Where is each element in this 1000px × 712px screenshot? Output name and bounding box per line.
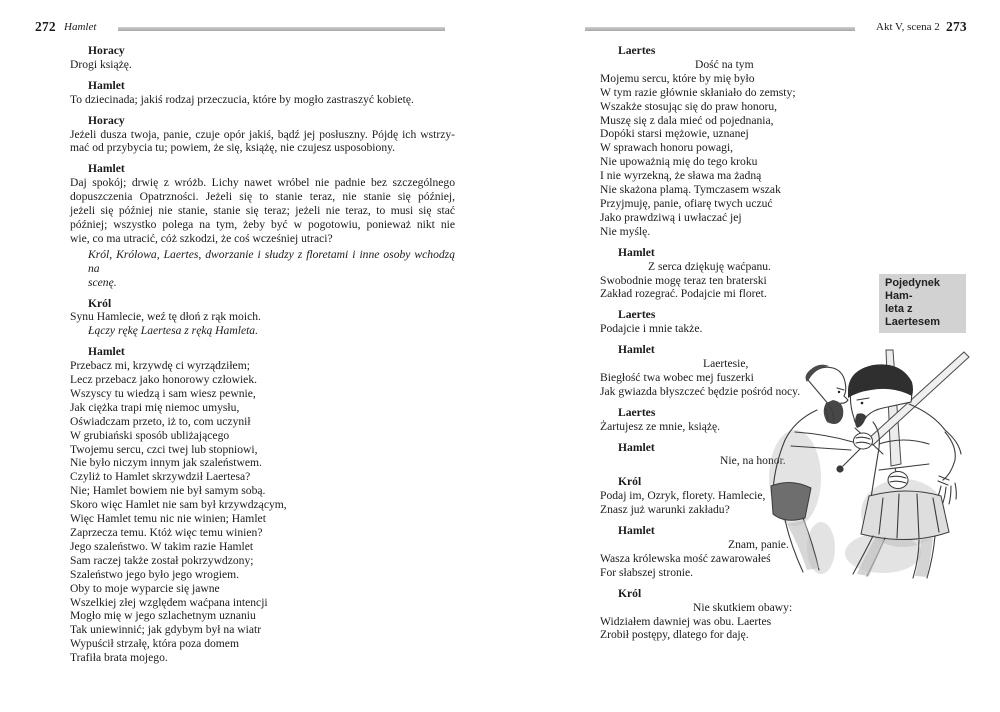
stage-direction-line: Król, Królowa, Laertes, dworzanie i słudzy z floretami i inne osoby wchodzą na xyxy=(88,247,455,275)
prose-line: mać od przybycia tu; powiem, że się, książę, nie czujesz usposobiony. xyxy=(70,141,396,155)
verse-line: W sprawach honoru powagi, xyxy=(600,141,734,155)
verse-line: Oby to moje wyparcie się jawne xyxy=(70,581,220,595)
verse-line: Nie; Hamlet bowiem nie był samym sobą. xyxy=(70,484,266,498)
verse-line: Jak gwiazda błyszczeć będzie pośród nocy. xyxy=(600,384,801,398)
left-page-text xyxy=(70,44,455,665)
verse-line: Jako prawdziwą i uwłaczać jej xyxy=(600,210,742,224)
verse-line: Drogi książę. xyxy=(70,57,132,71)
verse-line: Dopóki starsi mężowie, uznanej xyxy=(600,127,749,141)
verse-line: Trafiła brata mojego. xyxy=(70,651,168,665)
speaker-name: Hamlet xyxy=(88,78,125,92)
left-header-rule xyxy=(118,27,445,31)
verse-line: Tak uniewinnić; jak gdybym był na wiatr xyxy=(70,623,262,637)
right-running-title: Akt V, scena 2 xyxy=(876,21,940,33)
verse-line: Wasza królewska mość zawarowałeś xyxy=(600,551,771,565)
stage-direction-line: scenę. xyxy=(88,275,117,289)
verse-line: Swobodnie mogę teraz ten braterski xyxy=(600,273,767,287)
right-header-rule xyxy=(585,27,855,31)
prose-line: jeżeli się później nie stanie, stanie się teraz; jeżeli nie teraz, to musi się stać xyxy=(70,204,455,218)
verse-line: For słabszej stronie. xyxy=(600,565,694,579)
verse-line: Muszę się z dala mieć od pojednania, xyxy=(600,113,774,127)
speaker-name: Laertes xyxy=(618,44,656,57)
stage-direction-line: Łączy rękę Laertesa z ręką Hamleta. xyxy=(88,324,259,338)
verse-line: Podajcie i mnie także. xyxy=(600,322,703,336)
verse-line: Wypuścił strzałę, która poza domem xyxy=(70,637,239,651)
verse-line: Więc Hamlet temu nic nie winien; Hamlet xyxy=(70,512,266,526)
verse-line: Wszelkiej złej względem waćpana intencji xyxy=(70,595,268,609)
margin-note xyxy=(879,274,966,333)
right-page-number: 273 xyxy=(946,19,967,34)
verse-line: Sam raczej także został pokrzywdzony; xyxy=(70,553,254,567)
verse-line: I nie wyrzekną, że sława ma żadną xyxy=(600,169,762,183)
verse-line: Lecz przebacz jako honorowy człowiek. xyxy=(70,373,258,387)
verse-line: Nie było niczym innym jak szaleństwem. xyxy=(70,456,262,470)
verse-continuation-line: Z serca dziękuję waćpanu. xyxy=(648,259,771,273)
prose-line: dopuszczenia Opatrzności. Jeżeli się to stanie teraz, nie stanie się później, xyxy=(70,190,455,204)
verse-continuation-line: Znam, panie. xyxy=(728,538,789,551)
margin-note-line: Pojedynek Ham- xyxy=(885,277,941,302)
prose-line: Daj spokój; drwię z wróżb. Lichy nawet wróbel nie padnie bez szczególnego xyxy=(70,176,455,190)
speaker-name: Król xyxy=(88,296,112,310)
speaker-name: Horacy xyxy=(88,113,125,127)
verse-line: Jak ciężka trapi mię niemoc umysłu, xyxy=(70,400,240,414)
verse-continuation-line: Dość na tym xyxy=(695,57,754,71)
verse-line: Szaleństwo jego było jego wrogiem. xyxy=(70,567,240,581)
speaker-name: Król xyxy=(618,586,642,600)
verse-line: Nie myślę. xyxy=(600,224,651,238)
verse-line: Żartujesz ze mnie, książę. xyxy=(600,419,721,433)
verse-continuation-line: Nie skutkiem obawy: xyxy=(693,600,793,614)
left-page-number: 272 xyxy=(35,19,56,34)
verse-continuation-line: Nie, na honor. xyxy=(720,454,786,468)
verse-line: Mogło mię w jego szlachetnym uznaniu xyxy=(70,609,256,623)
prose-line: później; wszystko polega na tym, żeby być w pogotowiu, ponieważ nikt nie xyxy=(70,217,455,231)
verse-line: Przebacz mi, krzywdę ci wyrządziłem; xyxy=(70,359,250,373)
speaker-name: Król xyxy=(618,475,642,489)
speaker-name: Horacy xyxy=(88,44,125,57)
verse-line: Wszyscy tu wiedzą i sam wiesz pewnie, xyxy=(70,386,256,400)
verse-line: Skoro więc Hamlet nie sam był krzywdzącym, xyxy=(70,498,287,512)
verse-line: Biegłość twa wobec mej fuszerki xyxy=(600,370,754,384)
speaker-name: Hamlet xyxy=(618,440,655,454)
prose-line: wie, co ma utracić, cóż szkodzi, że coś wcześniej utraci? xyxy=(70,231,333,245)
prose-line: To dziecinada; jakiś rodzaj przeczucia, które by mogło zastraszyć kobietę. xyxy=(70,92,414,106)
verse-line: Zaprzecza temu. Któż więc temu winien? xyxy=(70,526,263,539)
verse-line: Znasz już warunki zakładu? xyxy=(600,503,730,517)
margin-note-line: leta z Laertesem xyxy=(885,303,941,328)
verse-line: Zakład rozegrać. Podajcie mi floret. xyxy=(600,287,767,301)
verse-line: Widziałem dawniej was obu. Laertes xyxy=(600,614,772,628)
verse-line: W grubiański sposób ubliżającego xyxy=(70,428,230,442)
speaker-name: Hamlet xyxy=(88,345,125,359)
verse-line: Wszakże stosując się do praw honoru, xyxy=(600,99,778,113)
verse-line: Przyjmuję, panie, ofiarę twych uczuć xyxy=(600,196,773,210)
left-running-title: Hamlet xyxy=(64,21,97,33)
verse-line: Podaj im, Ozryk, florety. Hamlecie, xyxy=(600,489,766,503)
verse-line: Czyliż to Hamlet skrzywdził Laertesa? xyxy=(70,470,251,484)
fencing-duel-illustration xyxy=(733,348,997,580)
verse-line: Twojemu sercu, czci twej lub stopniowi, xyxy=(70,442,258,456)
speaker-name: Laertes xyxy=(618,308,656,322)
verse-line: Zrobił postępy, dlatego for daję. xyxy=(600,628,749,642)
verse-line: Oświadczam przeto, iż to, com uczynił xyxy=(70,414,251,428)
verse-line: Mojemu sercu, które by mię było xyxy=(600,71,755,85)
speaker-name: Hamlet xyxy=(618,524,655,538)
speaker-name: Hamlet xyxy=(618,343,655,357)
speaker-name: Hamlet xyxy=(88,162,125,176)
verse-line: Nie upoważnią mię do tego kroku xyxy=(600,155,758,169)
verse-line: Nie skażona plamą. Tymczasem wszak xyxy=(600,183,781,197)
verse-line: Jego szaleństwo. W takim razie Hamlet xyxy=(70,539,254,553)
verse-line: Synu Hamlecie, weź tę dłoń z rąk moich. xyxy=(70,310,261,324)
verse-continuation-line: Laertesie, xyxy=(703,357,749,371)
speaker-name: Hamlet xyxy=(618,245,655,259)
prose-line: Jeżeli dusza twoja, panie, czuje opór jakiś, bądź jej posłuszny. Pójdę ich wstrzy- xyxy=(70,127,455,141)
verse-line: W tym razie głównie skłaniało do zemsty; xyxy=(600,85,796,99)
speaker-name: Laertes xyxy=(618,405,656,419)
